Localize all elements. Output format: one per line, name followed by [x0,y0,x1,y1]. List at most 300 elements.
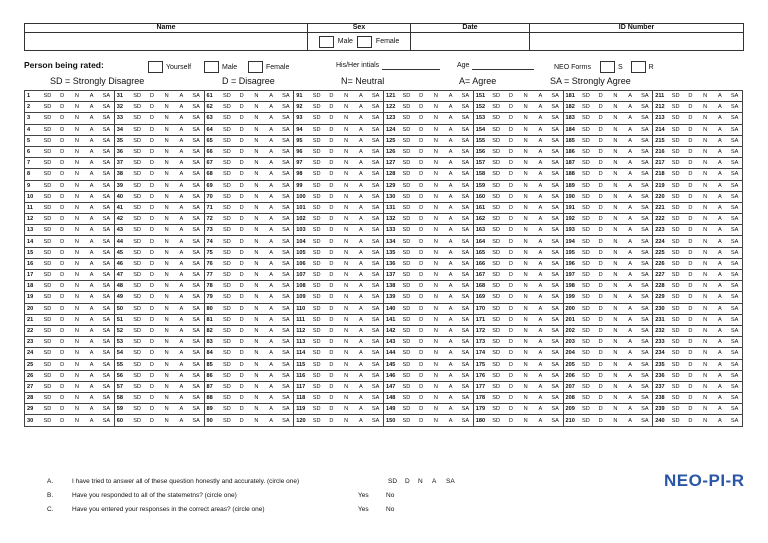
option-n[interactable]: N [613,182,618,189]
option-n[interactable]: N [344,417,349,424]
option-n[interactable]: N [74,294,79,301]
option-sd[interactable]: SD [402,149,411,156]
option-sa[interactable]: SA [282,238,290,245]
form-r-checkbox[interactable] [631,61,646,73]
option-n[interactable]: N [254,93,259,100]
option-sd[interactable]: SD [222,93,231,100]
option-sd[interactable]: SD [133,260,142,267]
option-sa[interactable]: SA [551,171,559,178]
option-n[interactable]: N [164,260,169,267]
option-sd[interactable]: SD [402,316,411,323]
option-sd[interactable]: SD [43,316,52,323]
option-n[interactable]: N [433,316,438,323]
option-sd[interactable]: SD [222,204,231,211]
option-d[interactable]: D [508,126,513,133]
yourself-checkbox[interactable] [148,61,163,73]
option-sa[interactable]: SA [730,216,739,223]
option-d[interactable]: D [508,383,513,390]
option-d[interactable]: D [598,193,603,200]
option-a[interactable]: A [89,350,94,357]
option-a[interactable]: A [628,350,632,357]
option-n[interactable]: N [254,171,259,178]
option-sa[interactable]: SA [102,305,111,312]
option-n[interactable]: N [344,272,349,279]
option-a[interactable]: A [628,260,632,267]
option-n[interactable]: N [703,328,708,335]
option-d[interactable]: D [329,372,334,379]
option-a[interactable]: A [538,227,543,234]
option-n[interactable]: N [344,104,349,111]
option-n[interactable]: N [344,193,349,200]
option-sa[interactable]: SA [102,272,111,279]
option-sa[interactable]: SA [102,339,111,346]
option-sa[interactable]: SA [551,395,559,402]
option-sd[interactable]: SD [133,294,142,301]
option-d[interactable]: D [419,115,424,122]
option-sd[interactable]: SD [581,171,590,178]
option-a[interactable]: A [359,126,363,133]
option-d[interactable]: D [688,193,693,200]
option-sd[interactable]: SD [581,361,590,368]
option-d[interactable]: D [598,383,603,390]
option-sd[interactable]: SD [43,216,52,223]
option-d[interactable]: D [149,238,154,245]
option-a[interactable]: A [89,395,94,402]
option-n[interactable]: N [613,272,618,279]
option-sa[interactable]: SA [730,160,739,167]
option-n[interactable]: N [164,238,169,245]
option-d[interactable]: D [508,104,513,111]
option-d[interactable]: D [329,383,334,390]
option-n[interactable]: N [613,305,618,312]
option-sd[interactable]: SD [133,383,142,390]
option-n[interactable]: N [344,238,349,245]
option-d[interactable]: D [239,249,244,256]
option-sd[interactable]: SD [312,283,321,290]
option-sa[interactable]: SA [282,272,290,279]
option-n[interactable]: N [74,395,79,402]
option-n[interactable]: N [613,249,618,256]
option-sa[interactable]: SA [461,350,470,357]
option-sa[interactable]: SA [282,227,290,234]
option-sa[interactable]: SA [641,182,649,189]
option-sd[interactable]: SD [581,372,590,379]
option-n[interactable]: N [703,395,708,402]
option-sd[interactable]: SD [222,216,231,223]
option-a[interactable]: A [89,137,94,144]
option-sa[interactable]: SA [371,260,380,267]
option-d[interactable]: D [598,104,603,111]
option-sd[interactable]: SD [492,260,501,267]
option-n[interactable]: N [523,104,528,111]
option-n[interactable]: N [433,372,438,379]
option-n[interactable]: N [433,350,438,357]
option-a[interactable]: A [628,372,632,379]
option-sd[interactable]: SD [222,395,231,402]
option-a[interactable]: A [179,305,184,312]
option-n[interactable]: N [164,305,169,312]
answer-n[interactable]: N [418,478,423,485]
option-sa[interactable]: SA [192,249,200,256]
option-n[interactable]: N [703,305,708,312]
option-sd[interactable]: SD [402,115,411,122]
option-n[interactable]: N [613,406,618,413]
option-a[interactable]: A [448,249,453,256]
option-d[interactable]: D [60,372,65,379]
option-a[interactable]: A [359,171,363,178]
option-sa[interactable]: SA [641,305,649,312]
option-a[interactable]: A [448,93,453,100]
option-sd[interactable]: SD [581,249,590,256]
sex-male-checkbox[interactable] [319,36,334,48]
option-d[interactable]: D [508,294,513,301]
option-sd[interactable]: SD [133,104,142,111]
option-sd[interactable]: SD [43,283,52,290]
option-sa[interactable]: SA [192,149,200,156]
option-sa[interactable]: SA [371,115,380,122]
option-a[interactable]: A [179,283,184,290]
option-n[interactable]: N [74,137,79,144]
option-sd[interactable]: SD [222,137,231,144]
option-n[interactable]: N [74,406,79,413]
option-sa[interactable]: SA [371,137,380,144]
option-d[interactable]: D [419,149,424,156]
option-d[interactable]: D [329,249,334,256]
option-d[interactable]: D [60,316,65,323]
option-a[interactable]: A [538,283,543,290]
option-sd[interactable]: SD [402,104,411,111]
option-n[interactable]: N [254,137,259,144]
option-a[interactable]: A [179,216,184,223]
option-n[interactable]: N [703,350,708,357]
option-sd[interactable]: SD [43,339,52,346]
option-n[interactable]: N [613,204,618,211]
option-a[interactable]: A [718,406,722,413]
option-d[interactable]: D [598,272,603,279]
option-sd[interactable]: SD [43,104,52,111]
option-a[interactable]: A [448,417,453,424]
option-a[interactable]: A [269,193,273,200]
option-sd[interactable]: SD [492,149,501,156]
option-n[interactable]: N [613,395,618,402]
option-a[interactable]: A [448,328,453,335]
option-sa[interactable]: SA [461,283,470,290]
option-d[interactable]: D [508,372,513,379]
option-sa[interactable]: SA [461,137,470,144]
option-a[interactable]: A [448,171,453,178]
option-a[interactable]: A [179,406,184,413]
option-a[interactable]: A [538,182,543,189]
option-sa[interactable]: SA [282,160,290,167]
option-a[interactable]: A [538,272,543,279]
option-a[interactable]: A [359,115,363,122]
option-n[interactable]: N [703,272,708,279]
option-n[interactable]: N [344,305,349,312]
option-n[interactable]: N [164,361,169,368]
option-sa[interactable]: SA [551,126,559,133]
option-n[interactable]: N [433,238,438,245]
option-d[interactable]: D [60,182,65,189]
option-d[interactable]: D [60,137,65,144]
option-n[interactable]: N [344,372,349,379]
option-d[interactable]: D [598,126,603,133]
option-sd[interactable]: SD [492,294,501,301]
option-a[interactable]: A [718,283,722,290]
option-a[interactable]: A [628,126,632,133]
option-n[interactable]: N [344,171,349,178]
option-sd[interactable]: SD [222,383,231,390]
option-n[interactable]: N [523,283,528,290]
option-n[interactable]: N [164,372,169,379]
option-sa[interactable]: SA [551,283,559,290]
option-a[interactable]: A [179,339,184,346]
option-d[interactable]: D [419,294,424,301]
option-n[interactable]: N [254,316,259,323]
option-n[interactable]: N [344,227,349,234]
option-a[interactable]: A [179,93,184,100]
option-a[interactable]: A [538,372,543,379]
option-a[interactable]: A [718,383,722,390]
option-a[interactable]: A [359,294,363,301]
option-sa[interactable]: SA [192,316,200,323]
option-sd[interactable]: SD [43,204,52,211]
option-a[interactable]: A [179,383,184,390]
option-d[interactable]: D [239,115,244,122]
option-a[interactable]: A [269,249,273,256]
option-sa[interactable]: SA [192,395,200,402]
option-a[interactable]: A [359,406,363,413]
option-n[interactable]: N [74,350,79,357]
option-n[interactable]: N [703,171,708,178]
option-sa[interactable]: SA [730,372,739,379]
option-sd[interactable]: SD [671,350,680,357]
option-sa[interactable]: SA [102,160,111,167]
option-sd[interactable]: SD [43,260,52,267]
option-sd[interactable]: SD [43,372,52,379]
option-sd[interactable]: SD [43,294,52,301]
option-sd[interactable]: SD [312,182,321,189]
option-n[interactable]: N [523,249,528,256]
option-a[interactable]: A [538,339,543,346]
option-a[interactable]: A [448,126,453,133]
option-sd[interactable]: SD [43,126,52,133]
option-sd[interactable]: SD [581,260,590,267]
option-sa[interactable]: SA [282,126,290,133]
option-d[interactable]: D [508,93,513,100]
option-sd[interactable]: SD [402,93,411,100]
option-sa[interactable]: SA [102,383,111,390]
option-sd[interactable]: SD [222,417,231,424]
option-sa[interactable]: SA [641,417,649,424]
option-sa[interactable]: SA [282,193,290,200]
option-a[interactable]: A [269,149,273,156]
option-d[interactable]: D [149,328,154,335]
option-sd[interactable]: SD [671,283,680,290]
option-n[interactable]: N [344,406,349,413]
option-n[interactable]: N [523,115,528,122]
option-d[interactable]: D [419,182,424,189]
option-sa[interactable]: SA [102,417,111,424]
option-sd[interactable]: SD [581,328,590,335]
option-n[interactable]: N [74,227,79,234]
option-a[interactable]: A [179,193,184,200]
option-n[interactable]: N [433,294,438,301]
option-n[interactable]: N [344,316,349,323]
option-sd[interactable]: SD [402,395,411,402]
option-a[interactable]: A [448,305,453,312]
option-n[interactable]: N [254,204,259,211]
option-d[interactable]: D [508,395,513,402]
option-sa[interactable]: SA [730,137,739,144]
option-sa[interactable]: SA [730,361,739,368]
option-a[interactable]: A [179,417,184,424]
option-n[interactable]: N [164,328,169,335]
option-n[interactable]: N [703,126,708,133]
option-sa[interactable]: SA [192,227,200,234]
option-n[interactable]: N [613,383,618,390]
option-sd[interactable]: SD [581,238,590,245]
option-n[interactable]: N [164,137,169,144]
option-sa[interactable]: SA [192,182,200,189]
option-d[interactable]: D [508,328,513,335]
option-n[interactable]: N [74,126,79,133]
option-a[interactable]: A [448,149,453,156]
option-n[interactable]: N [523,406,528,413]
option-sd[interactable]: SD [581,294,590,301]
option-sd[interactable]: SD [671,137,680,144]
option-n[interactable]: N [523,260,528,267]
option-sa[interactable]: SA [192,350,200,357]
option-sa[interactable]: SA [551,249,559,256]
option-a[interactable]: A [269,238,273,245]
option-sd[interactable]: SD [671,339,680,346]
option-a[interactable]: A [359,339,363,346]
option-d[interactable]: D [419,126,424,133]
option-sa[interactable]: SA [282,149,290,156]
option-sa[interactable]: SA [102,126,111,133]
option-n[interactable]: N [344,160,349,167]
option-sd[interactable]: SD [402,126,411,133]
option-sa[interactable]: SA [641,372,649,379]
option-sd[interactable]: SD [43,115,52,122]
option-n[interactable]: N [703,294,708,301]
option-n[interactable]: N [74,249,79,256]
option-d[interactable]: D [419,417,424,424]
option-sa[interactable]: SA [192,294,200,301]
option-sd[interactable]: SD [671,372,680,379]
option-d[interactable]: D [508,227,513,234]
option-n[interactable]: N [433,272,438,279]
option-n[interactable]: N [523,305,528,312]
option-a[interactable]: A [538,350,543,357]
option-a[interactable]: A [179,137,184,144]
option-n[interactable]: N [344,149,349,156]
option-a[interactable]: A [448,260,453,267]
option-n[interactable]: N [254,115,259,122]
option-d[interactable]: D [508,361,513,368]
option-sd[interactable]: SD [133,115,142,122]
option-sd[interactable]: SD [492,316,501,323]
option-a[interactable]: A [179,272,184,279]
option-d[interactable]: D [598,294,603,301]
option-a[interactable]: A [89,182,94,189]
option-sa[interactable]: SA [730,238,739,245]
option-n[interactable]: N [703,283,708,290]
option-a[interactable]: A [359,383,363,390]
option-sa[interactable]: SA [102,238,111,245]
option-a[interactable]: A [89,193,94,200]
option-a[interactable]: A [448,238,453,245]
option-sa[interactable]: SA [102,372,111,379]
option-sa[interactable]: SA [730,417,739,424]
option-n[interactable]: N [523,316,528,323]
option-sa[interactable]: SA [641,204,649,211]
option-sd[interactable]: SD [43,272,52,279]
option-a[interactable]: A [628,339,632,346]
option-sd[interactable]: SD [581,149,590,156]
option-d[interactable]: D [598,238,603,245]
option-n[interactable]: N [613,361,618,368]
option-sd[interactable]: SD [43,350,52,357]
option-n[interactable]: N [703,417,708,424]
option-sa[interactable]: SA [551,361,559,368]
option-n[interactable]: N [433,417,438,424]
option-sd[interactable]: SD [402,137,411,144]
option-sd[interactable]: SD [312,160,321,167]
option-sa[interactable]: SA [371,294,380,301]
option-a[interactable]: A [448,361,453,368]
option-n[interactable]: N [254,294,259,301]
option-n[interactable]: N [74,149,79,156]
option-sd[interactable]: SD [581,93,590,100]
option-d[interactable]: D [419,260,424,267]
option-a[interactable]: A [89,149,94,156]
option-n[interactable]: N [613,328,618,335]
option-d[interactable]: D [329,115,334,122]
option-sd[interactable]: SD [581,383,590,390]
option-n[interactable]: N [523,339,528,346]
option-sa[interactable]: SA [461,193,470,200]
option-d[interactable]: D [239,383,244,390]
option-a[interactable]: A [89,417,94,424]
option-n[interactable]: N [74,182,79,189]
option-n[interactable]: N [523,93,528,100]
option-a[interactable]: A [718,350,722,357]
option-n[interactable]: N [164,171,169,178]
option-n[interactable]: N [523,182,528,189]
option-a[interactable]: A [538,204,543,211]
option-sd[interactable]: SD [133,283,142,290]
option-d[interactable]: D [149,137,154,144]
option-sa[interactable]: SA [102,182,111,189]
option-a[interactable]: A [448,193,453,200]
option-n[interactable]: N [703,182,708,189]
option-n[interactable]: N [74,238,79,245]
option-a[interactable]: A [269,328,273,335]
option-n[interactable]: N [74,383,79,390]
option-a[interactable]: A [628,227,632,234]
option-n[interactable]: N [433,339,438,346]
option-sd[interactable]: SD [133,316,142,323]
option-d[interactable]: D [419,171,424,178]
option-n[interactable]: N [164,272,169,279]
option-n[interactable]: N [74,361,79,368]
option-sd[interactable]: SD [581,395,590,402]
option-n[interactable]: N [433,182,438,189]
option-n[interactable]: N [74,104,79,111]
option-d[interactable]: D [688,339,693,346]
option-sa[interactable]: SA [461,406,470,413]
